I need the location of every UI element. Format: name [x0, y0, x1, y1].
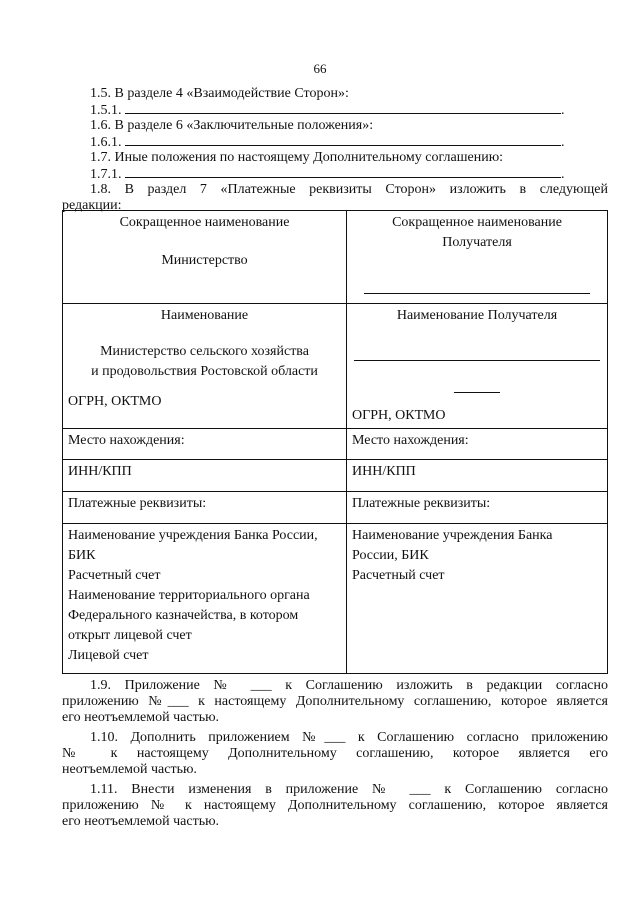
blank-line: [125, 134, 561, 146]
right-location-cell: Место нахождения:: [347, 429, 608, 460]
right-bank-cell: [347, 524, 608, 674]
right-short-name-cell: [347, 211, 608, 304]
paragraph-line: его неотъемлемой частью.: [62, 710, 220, 725]
left-short-name-value: Министерство: [161, 253, 248, 268]
left-ogrn-label: ОГРН, ОКТМО: [68, 394, 162, 409]
paragraph-line: его неотъемлемой частью.: [62, 814, 220, 829]
table-row: [63, 429, 608, 460]
bank-line: Наименование учреждения Банка: [352, 528, 553, 543]
item-1-6-1-label: 1.6.1.: [90, 135, 122, 150]
paragraph-line: 1.11. Внести изменения в приложение № ___ к Соглашению согласно: [90, 782, 608, 797]
period: .: [561, 135, 565, 150]
left-name-value-line1: Министерство сельского хозяйства: [100, 344, 309, 359]
bank-line: Наименование территориального органа: [68, 588, 310, 603]
table-row: [63, 304, 608, 429]
paragraph-1-10: [62, 730, 608, 778]
item-1-7-1: [90, 166, 576, 183]
bank-line: открыт лицевой счет: [68, 628, 192, 643]
left-name-label: Наименование: [160, 308, 249, 323]
blank-line: [454, 392, 500, 393]
item-1-8-line2: редакции:: [62, 198, 122, 213]
left-inn-cell: ИНН/КПП: [63, 460, 347, 492]
left-name-cell: [63, 304, 347, 429]
period: .: [561, 103, 565, 118]
blank-line: [125, 166, 561, 178]
payment-details-table: [62, 210, 608, 674]
left-short-name-label: Сокращенное наименование: [119, 215, 290, 230]
item-1-7-1-label: 1.7.1.: [90, 167, 122, 182]
right-payment-cell: Платежные реквизиты:: [347, 492, 608, 524]
bank-line: Лицевой счет: [68, 648, 149, 663]
left-payment-cell: Платежные реквизиты:: [63, 492, 347, 524]
left-name-value-line2: и продовольствия Ростовской области: [91, 364, 318, 379]
right-inn-cell: ИНН/КПП: [347, 460, 608, 492]
blank-line: [354, 360, 600, 361]
left-short-name-cell: [63, 211, 347, 304]
bank-line: России, БИК: [352, 548, 429, 563]
paragraph-1-11: [62, 782, 608, 830]
paragraph-line: приложению №___ к настоящему Дополнительному соглашению, которое является: [62, 694, 608, 709]
right-name-label: Наименование Получателя: [396, 308, 558, 323]
period: .: [561, 167, 565, 182]
blank-line: [125, 102, 561, 114]
table-row: [63, 211, 608, 304]
table-row: [63, 460, 608, 492]
item-1-7: 1.7. Иные положения по настоящему Дополнительному соглашению:: [90, 150, 504, 165]
paragraph-line: 1.10. Дополнить приложением №___ к Соглашению согласно приложению: [90, 730, 608, 745]
paragraph-1-9: [62, 678, 608, 726]
bank-line: Наименование учреждения Банка России,: [68, 528, 318, 543]
item-1-6-1: [90, 134, 576, 151]
right-short-name-label: Сокращенное наименование: [392, 215, 562, 230]
bank-line: Расчетный счет: [352, 568, 445, 583]
left-bank-cell: [63, 524, 347, 674]
blank-line: [364, 293, 590, 294]
bank-line: Федерального казначейства, в котором: [68, 608, 299, 623]
paragraph-line: 1.9. Приложение № ___ к Соглашению изложить в редакции согласно: [90, 678, 608, 693]
item-1-5: 1.5. В разделе 4 «Взаимодействие Сторон»:: [90, 86, 349, 101]
table-row: [63, 524, 608, 674]
left-location-cell: Место нахождения:: [63, 429, 347, 460]
item-1-6: 1.6. В разделе 6 «Заключительные положения»:: [90, 118, 374, 133]
right-ogrn-label: ОГРН, ОКТМО: [352, 408, 446, 423]
right-name-cell: [347, 304, 608, 429]
paragraph-line: приложению № к настоящему Дополнительному соглашению, которое является: [62, 798, 608, 813]
paragraph-line: неотъемлемой частью.: [62, 762, 197, 777]
page-number: 66: [313, 61, 327, 76]
table-row: [63, 492, 608, 524]
bank-line: Расчетный счет: [68, 568, 161, 583]
item-1-5-1: [90, 102, 576, 119]
bank-line: БИК: [68, 548, 96, 563]
item-1-8-line1: 1.8. В раздел 7 «Платежные реквизиты Сторон» изложить в следующей: [90, 182, 608, 197]
right-short-name-label-2: Получателя: [442, 235, 512, 250]
item-1-5-1-label: 1.5.1.: [90, 103, 122, 118]
paragraph-line: № к настоящему Дополнительному соглашению, которое является его: [62, 746, 608, 761]
